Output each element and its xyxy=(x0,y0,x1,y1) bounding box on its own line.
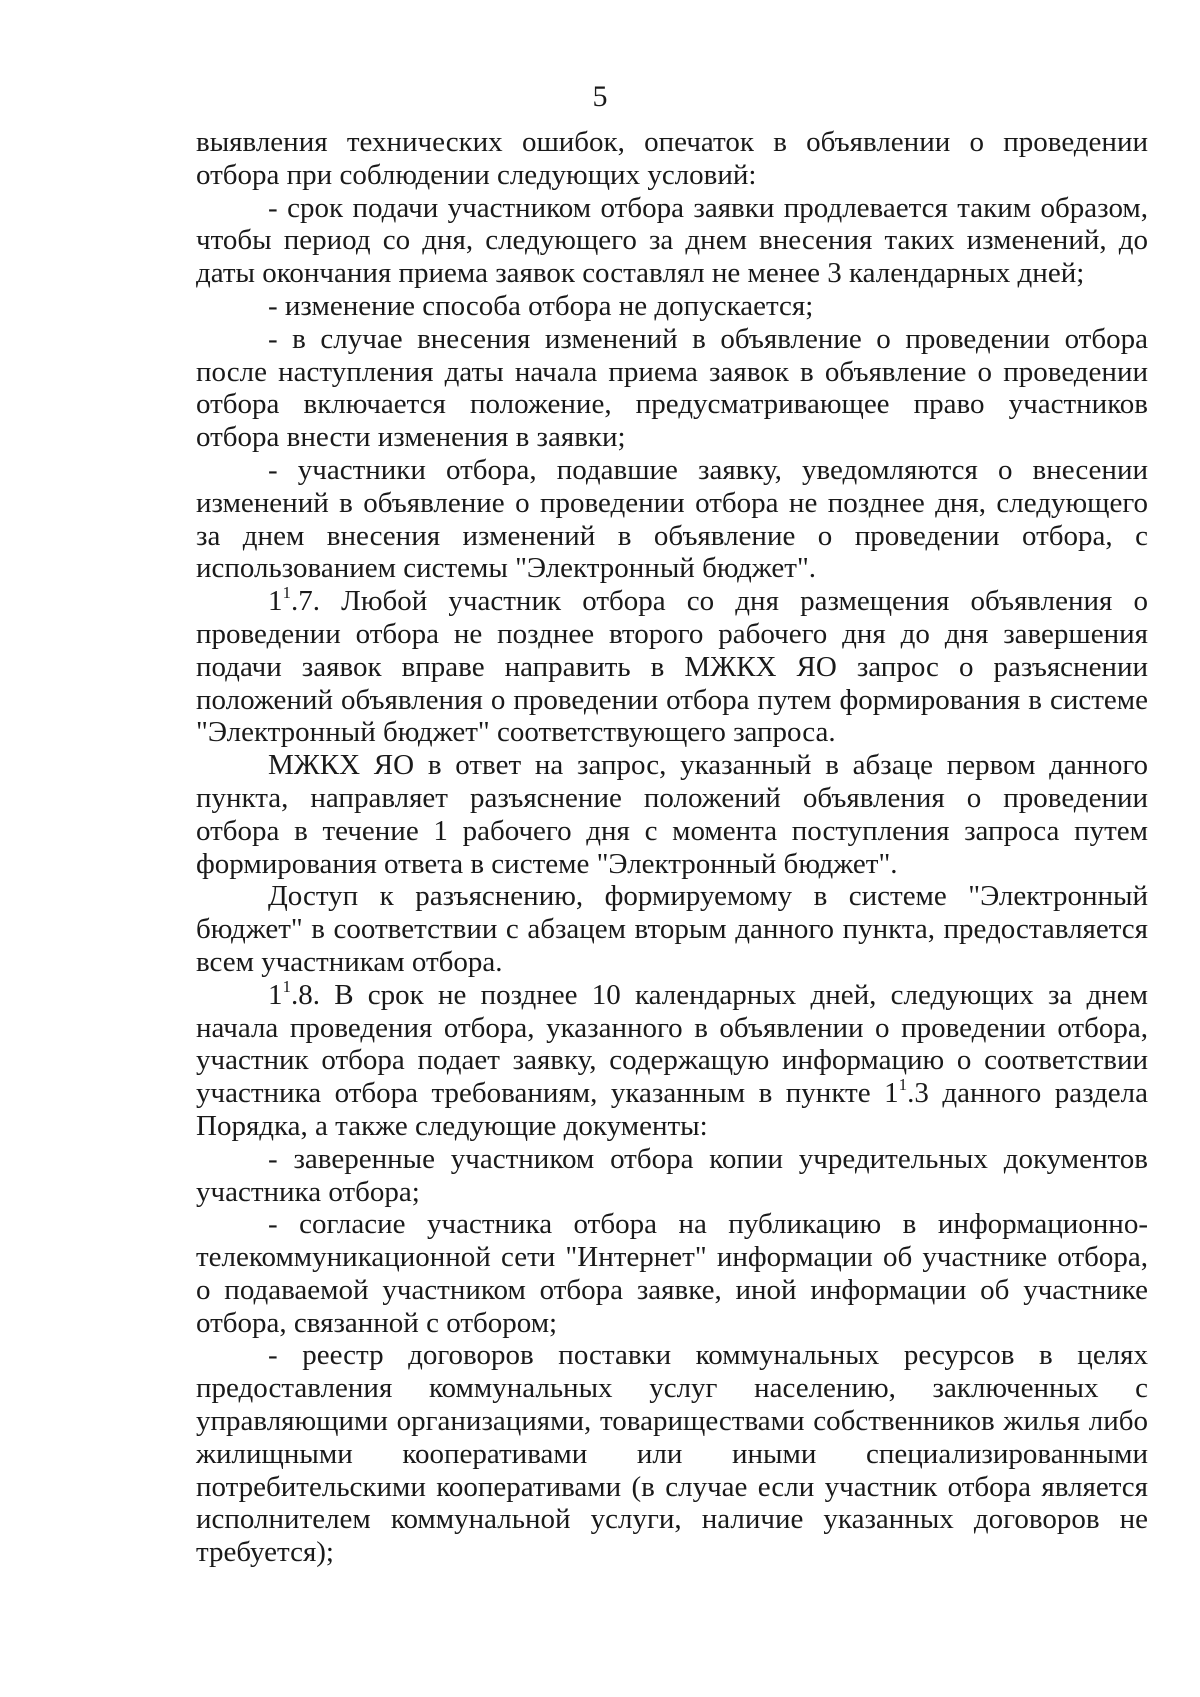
clause-text: В срок не позднее 10 календарных дней, следующих за днем начала проведения отбора, указанного в объявлении о проведении отбора, участник отбора подает заявку, содержащую информацию о соответствии участника отбора требованиям, указанным в пункте xyxy=(196,978,1148,1110)
clause-number-base: 1 xyxy=(268,585,283,618)
clause-number-base: 1 xyxy=(268,978,283,1011)
list-item-deadline-extension: - срок подачи участником отбора заявки продлевается таким образом, чтобы период со дня, следующего за днем внесения таких изменений, до даты окончания приема заявок составлял не менее 3 календарных дней; xyxy=(196,191,1148,290)
document-body xyxy=(196,126,1148,1569)
reference-base: 1 xyxy=(884,1077,899,1110)
clause-1-1-7 xyxy=(196,585,1148,749)
clause-1-1-8 xyxy=(196,976,1148,1143)
clause-number-superscript: 1 xyxy=(282,583,291,603)
list-item-founding-documents: - заверенные участником отбора копии учредительных документов участника отбора; xyxy=(196,1142,1148,1208)
list-item-method-change: - изменение способа отбора не допускается; xyxy=(268,289,814,322)
clause-number-superscript: 1 xyxy=(282,976,291,996)
clause-text: Любой участник отбора со дня размещения объявления о проведении отбора не позднее второго рабочего дня до дня завершения подачи заявок вправе направить в МЖКХ ЯО запрос о разъяснении положений объявления о проведении отбора путем формирования в системе "Электронный бюджет" соответствующего запроса. xyxy=(196,585,1148,749)
reference-rest: .3 xyxy=(907,1077,929,1110)
clause-number-rest: .7. xyxy=(291,585,320,618)
list-item-publication-consent: - согласие участника отбора на публикацию в информационно-телекоммуникационной сети "Интернет" информации об участнике отбора, о подаваемой участником отбора заявке, иной информации об участнике отбора, связанной с отбором; xyxy=(196,1208,1148,1339)
paragraph-clarification-response: МЖКХ ЯО в ответ на запрос, указанный в абзаце первом данного пункта, направляет разъяснение положений объявления о проведении отбора в течение 1 рабочего дня с момента поступления запроса путем формирования ответа в системе "Электронный бюджет". xyxy=(196,749,1148,880)
page-number: 5 xyxy=(592,80,608,113)
list-item-contracts-registry: - реестр договоров поставки коммунальных ресурсов в целях предоставления коммунальных услуг населению, заключенных с управляющими организациями, товариществами собственников жилья либо жилищными кооперативами или иными специализированными потребительскими кооперативами (в случае если участник отбора является исполнителем коммунальной услуги, наличие указанных договоров не требуется); xyxy=(196,1339,1148,1569)
paragraph-continuation: выявления технических ошибок, опечаток в объявлении о проведении отбора при соблюдении следующих условий: xyxy=(196,126,1148,191)
reference-superscript: 1 xyxy=(898,1075,908,1095)
paragraph-clarification-access: Доступ к разъяснению, формируемому в системе "Электронный бюджет" в соответствии с абзацем вторым данного пункта, предоставляется всем участникам отбора. xyxy=(196,880,1148,978)
list-item-changes-after-start: - в случае внесения изменений в объявление о проведении отбора после наступления даты начала приема заявок в объявление о проведении отбора включается положение, предусматривающее право участников отбора внести изменения в заявки; xyxy=(196,322,1148,454)
clause-number-rest: .8. xyxy=(291,978,320,1011)
list-item-participant-notification: - участники отбора, подавшие заявку, уведомляются о внесении изменений в объявление о проведении отбора не позднее дня, следующего за днем внесения изменений в объявление о проведении отбора, с использованием системы "Электронный бюджет". xyxy=(196,453,1148,585)
clause-text-end: данного раздела Порядка, а также следующие документы: xyxy=(196,1077,1148,1142)
